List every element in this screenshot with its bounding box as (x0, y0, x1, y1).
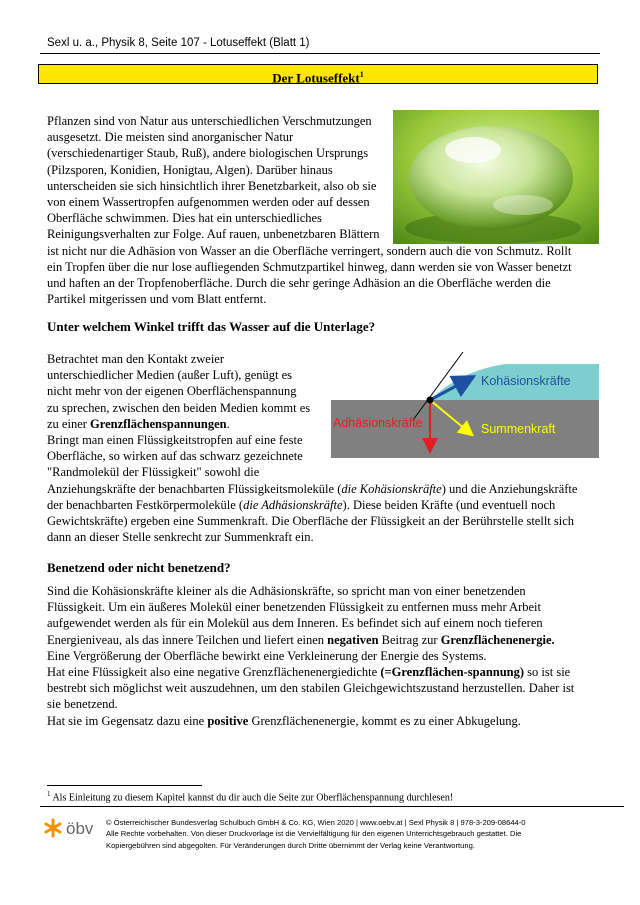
text-span: so ist sie (524, 665, 571, 680)
text-span: zu einer (47, 416, 91, 431)
text-line: Betrachtet man den Kontakt zweier (47, 352, 225, 366)
footer-text (106, 817, 586, 851)
intro-line-9: ist nicht nur die Adhäsion von Wasser an die Oberfläche verringert, sondern auch die von Schmutz. Rollt (47, 243, 572, 258)
footnote-ref: 1 (359, 70, 364, 79)
term-grenzflaechenenergie: Grenzflächenenergie. (440, 632, 555, 647)
text-span: der benachbarten Festkörpermoleküle ( (47, 497, 244, 512)
force-diagram (331, 352, 599, 458)
intro-line-8: Reinigungsverhalten zur Folge. Auf rauen, unbenetzbaren Blättern (47, 227, 380, 242)
text-line: Bringt man einen Flüssigkeitstropfen auf eine feste (47, 433, 303, 448)
footnote (47, 790, 453, 803)
oebv-logo (43, 818, 103, 838)
term-kohaesion: die Kohäsionskräfte (341, 481, 442, 496)
title-text: Der Lotuseffekt (272, 70, 360, 86)
boundary-molecule (427, 397, 434, 404)
text-line (47, 632, 592, 648)
section-heading-angle: Unter welchem Winkel trifft das Wasser auf die Unterlage? (47, 319, 376, 334)
intro-line-5: unterscheiden sie sich hinsichtlich ihrer Benetzbarkeit, also ob sie (47, 178, 377, 193)
footer-rule (40, 806, 624, 807)
text-line (47, 713, 592, 729)
text-span: ). Diese beiden Kräfte (und eventuell noch (342, 497, 556, 512)
text-line: zu sprechen, zwischen den beiden Medien kommt es (47, 400, 311, 415)
text-span: ) und die Anziehungskräfte (441, 481, 578, 496)
term-grenzflaechenspannung: Grenzflächenspannungen (90, 416, 227, 431)
text-span: . (226, 416, 230, 431)
text-span: Energieniveau, als das innere Teilchen und liefert einen (47, 632, 328, 647)
page-header: Sexl u. a., Physik 8, Seite 107 - Lotuseffekt (Blatt 1) (47, 37, 310, 49)
intro-line-12: Partikel mitgerissen und vom Blatt entfernt. (47, 292, 267, 307)
footer-line: Alle Rechte vorbehalten. Von dieser Druckvorlage ist die Vervielfältigung für den eigenen Unterrichtsgebrauch gestattet. Die (106, 829, 522, 839)
text-line (47, 664, 592, 680)
footnote-rule (47, 785, 202, 786)
text-line: Sind die Kohäsionskräfte kleiner als die Adhäsionskräfte, so spricht man von einer benetzenden (47, 584, 526, 598)
text-line: unterschiedlicher Medien (außer Luft), genügt es (47, 368, 293, 383)
page-title (38, 64, 598, 84)
footer-line: © Österreichischer Bundesverlag Schulbuch GmbH & Co. KG, Wien 2020 | www.oebv.at | Sexl Physik 8 | 978-3-209-08644-0 (106, 818, 526, 827)
text-span: Hat eine Flüssigkeit also eine negative Grenzflächenenergiedichte (47, 665, 381, 680)
term-positiv: positive (207, 713, 249, 728)
text-line: Eine Vergrößerung der Oberfläche bewirkt eine Verkleinerung der Energie des Systems. (47, 648, 487, 663)
text-line (47, 481, 592, 497)
label-adhaesion: Adhäsionskräfte (333, 416, 423, 430)
header-rule (40, 53, 600, 54)
section-wetting-paragraph (47, 583, 592, 729)
intro-line-6: von einem Wassertropfen aufgenommen werden oder auf dessen (47, 195, 370, 210)
term-adhaesion: die Adhäsionskräfte (243, 497, 343, 512)
intro-line-10: ein Tropfen über die nur lose aufliegenden Schmutzpartikel hinweg, dann werden sie von Wasser benetzt (47, 259, 572, 274)
text-line: Flüssigkeit. Um ein äußeres Molekül einer benetzenden Flüssigkeit zu entfernen muss mehr Arbeit (47, 600, 541, 615)
intro-line-2: ausgesetzt. Die meisten sind anorganischer Natur (47, 130, 294, 145)
intro-line-1: Pflanzen sind von Natur aus unterschiedlichen Verschmutzungen (47, 114, 372, 128)
svg-text:öbv: öbv (66, 819, 94, 838)
text-line (47, 497, 592, 513)
term-negativ: negativen (327, 632, 379, 647)
intro-line-7: Oberfläche schwimmen. Dies hat ein unterschiedliches (47, 211, 322, 226)
text-line: Oberfläche, so wirken auf das schwarz gezeichnete (47, 449, 303, 464)
term-grenzflaechen-spannung: (=Grenzflächen-spannung) (380, 665, 525, 680)
text-span: Anziehungskräfte der benachbarten Flüssigkeitsmoleküle ( (47, 481, 342, 496)
text-line: Gewichtskräfte) ergeben eine Summenkraft. Die Oberfläche der Flüssigkeit an der Berührstelle stellt sich (47, 514, 575, 529)
footnote-text: Als Einleitung zu diesem Kapitel kannst du dir auch die Seite zur Oberflächenspannung durchlesen! (50, 792, 454, 804)
text-span: Beitrag zur (378, 632, 441, 647)
text-line: dann an dieser Stelle senkrecht zur Summenkraft ein. (47, 530, 314, 545)
text-line: "Randmolekül der Flüssigkeit" sowohl die (47, 465, 260, 480)
asterisk-icon (46, 820, 60, 836)
footnote-mark: 1 (47, 790, 51, 798)
intro-paragraph (47, 113, 592, 307)
text-line: aufgewendet werden als für ein Molekül aus dem Inneren. Es befindet sich auf einem noch tieferen (47, 616, 543, 631)
text-span: Grenzflächenenergie, kommt es zu einer Abkugelung. (248, 713, 521, 728)
text-line: nicht mehr von der eigenen Oberflächenspannung (47, 384, 297, 399)
intro-line-11: und haften an der Tropfenoberfläche. Durch die sehr geringe Adhäsion an die Oberfläche werden die (47, 276, 551, 291)
footer-line: Kopiergebühren sind abgegolten. Für Veränderungen durch Dritte übernimmt der Verlag keine Verantwortung. (106, 840, 475, 850)
text-line: sie benetzend. (47, 697, 118, 712)
intro-line-4: (Pilzsporen, Konidien, Honigtau, Algen). Darüber hinaus (47, 162, 333, 177)
text-span: Hat sie im Gegensatz dazu eine (47, 713, 208, 728)
intro-line-3: (verschiedenartiger Staub, Ruß), andere biologischen Ursprungs (47, 146, 369, 161)
label-kohaesion: Kohäsionskräfte (481, 374, 571, 388)
section-heading-wetting: Benetzend oder nicht benetzend? (47, 560, 231, 575)
label-summe: Summenkraft (481, 422, 556, 436)
text-line: bestrebt sich möglichst weit auszudehnen, um den stabilen Gleichgewichtszustand herzustellen. Daher ist (47, 681, 575, 696)
